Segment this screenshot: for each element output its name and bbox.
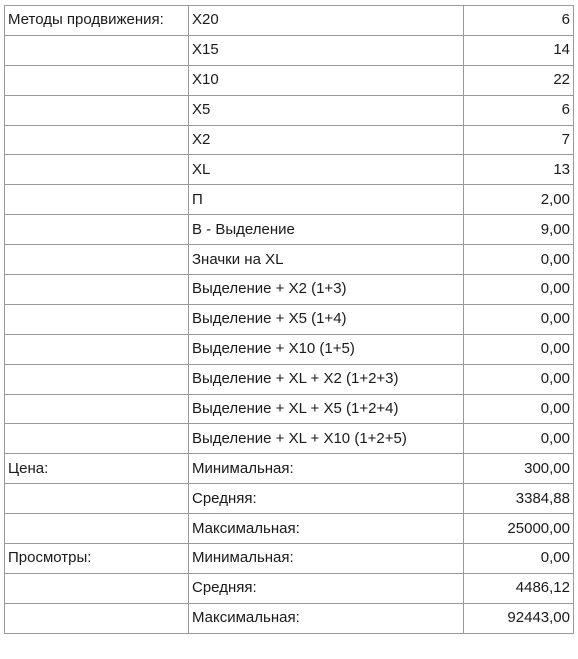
table-row: [5, 35, 574, 65]
metric-name: X15: [189, 35, 464, 65]
metric-name: Максимальная:: [189, 514, 464, 544]
metric-name: Средняя:: [189, 484, 464, 514]
metric-value: 22: [464, 65, 574, 95]
metric-name: X10: [189, 65, 464, 95]
section-label-empty: [5, 65, 189, 95]
section-label-empty: [5, 334, 189, 364]
metric-name: Минимальная:: [189, 544, 464, 574]
section-label-empty: [5, 155, 189, 185]
section-label: Цена:: [5, 454, 189, 484]
metric-value: 4486,12: [464, 573, 574, 603]
section-label-empty: [5, 364, 189, 394]
metric-name: Выделение + X10 (1+5): [189, 334, 464, 364]
table-row: [5, 125, 574, 155]
table-row: [5, 424, 574, 454]
metric-name: X2: [189, 125, 464, 155]
metric-name: Выделение + XL + X2 (1+2+3): [189, 364, 464, 394]
table-row: [5, 65, 574, 95]
table-row: [5, 304, 574, 334]
metric-value: 92443,00: [464, 603, 574, 633]
section-label-empty: [5, 304, 189, 334]
metric-name: Выделение + XL + X10 (1+2+5): [189, 424, 464, 454]
section-label: Методы продвижения:: [5, 6, 189, 36]
metric-value: 0,00: [464, 394, 574, 424]
metric-value: 25000,00: [464, 514, 574, 544]
statistics-table: [4, 5, 574, 634]
metric-name: Средняя:: [189, 573, 464, 603]
table-row: [5, 215, 574, 245]
metric-name: Выделение + XL + X5 (1+2+4): [189, 394, 464, 424]
section-label-empty: [5, 245, 189, 275]
table-row: [5, 603, 574, 633]
metric-value: 7: [464, 125, 574, 155]
metric-name: В - Выделение: [189, 215, 464, 245]
table-row: [5, 334, 574, 364]
section-label-empty: [5, 514, 189, 544]
metric-value: 0,00: [464, 245, 574, 275]
metric-value: 6: [464, 95, 574, 125]
section-label-empty: [5, 603, 189, 633]
metric-value: 9,00: [464, 215, 574, 245]
table-row: [5, 185, 574, 215]
metric-name: Выделение + X2 (1+3): [189, 275, 464, 305]
table-row: [5, 364, 574, 394]
section-label-empty: [5, 394, 189, 424]
metric-value: 300,00: [464, 454, 574, 484]
section-label-empty: [5, 275, 189, 305]
table-row: [5, 6, 574, 36]
table-row: [5, 245, 574, 275]
metric-value: 0,00: [464, 544, 574, 574]
metric-value: 0,00: [464, 334, 574, 364]
metric-value: 0,00: [464, 424, 574, 454]
section-label-empty: [5, 573, 189, 603]
table-row: [5, 155, 574, 185]
section-label-empty: [5, 215, 189, 245]
metric-name: Минимальная:: [189, 454, 464, 484]
metric-value: 0,00: [464, 275, 574, 305]
section-label-empty: [5, 484, 189, 514]
metric-value: 2,00: [464, 185, 574, 215]
metric-name: Выделение + X5 (1+4): [189, 304, 464, 334]
table-row: [5, 544, 574, 574]
table-row: [5, 514, 574, 544]
metric-name: XL: [189, 155, 464, 185]
metric-name: П: [189, 185, 464, 215]
table-row: [5, 95, 574, 125]
metric-name: X20: [189, 6, 464, 36]
section-label: Просмотры:: [5, 544, 189, 574]
table-row: [5, 275, 574, 305]
statistics-table-body: [5, 6, 574, 634]
metric-value: 13: [464, 155, 574, 185]
table-row: [5, 394, 574, 424]
section-label-empty: [5, 185, 189, 215]
metric-value: 0,00: [464, 364, 574, 394]
metric-name: X5: [189, 95, 464, 125]
table-row: [5, 484, 574, 514]
metric-value: 6: [464, 6, 574, 36]
metric-value: 3384,88: [464, 484, 574, 514]
metric-value: 14: [464, 35, 574, 65]
section-label-empty: [5, 125, 189, 155]
section-label-empty: [5, 95, 189, 125]
metric-value: 0,00: [464, 304, 574, 334]
table-row: [5, 454, 574, 484]
metric-name: Значки на XL: [189, 245, 464, 275]
section-label-empty: [5, 424, 189, 454]
metric-name: Максимальная:: [189, 603, 464, 633]
section-label-empty: [5, 35, 189, 65]
table-row: [5, 573, 574, 603]
